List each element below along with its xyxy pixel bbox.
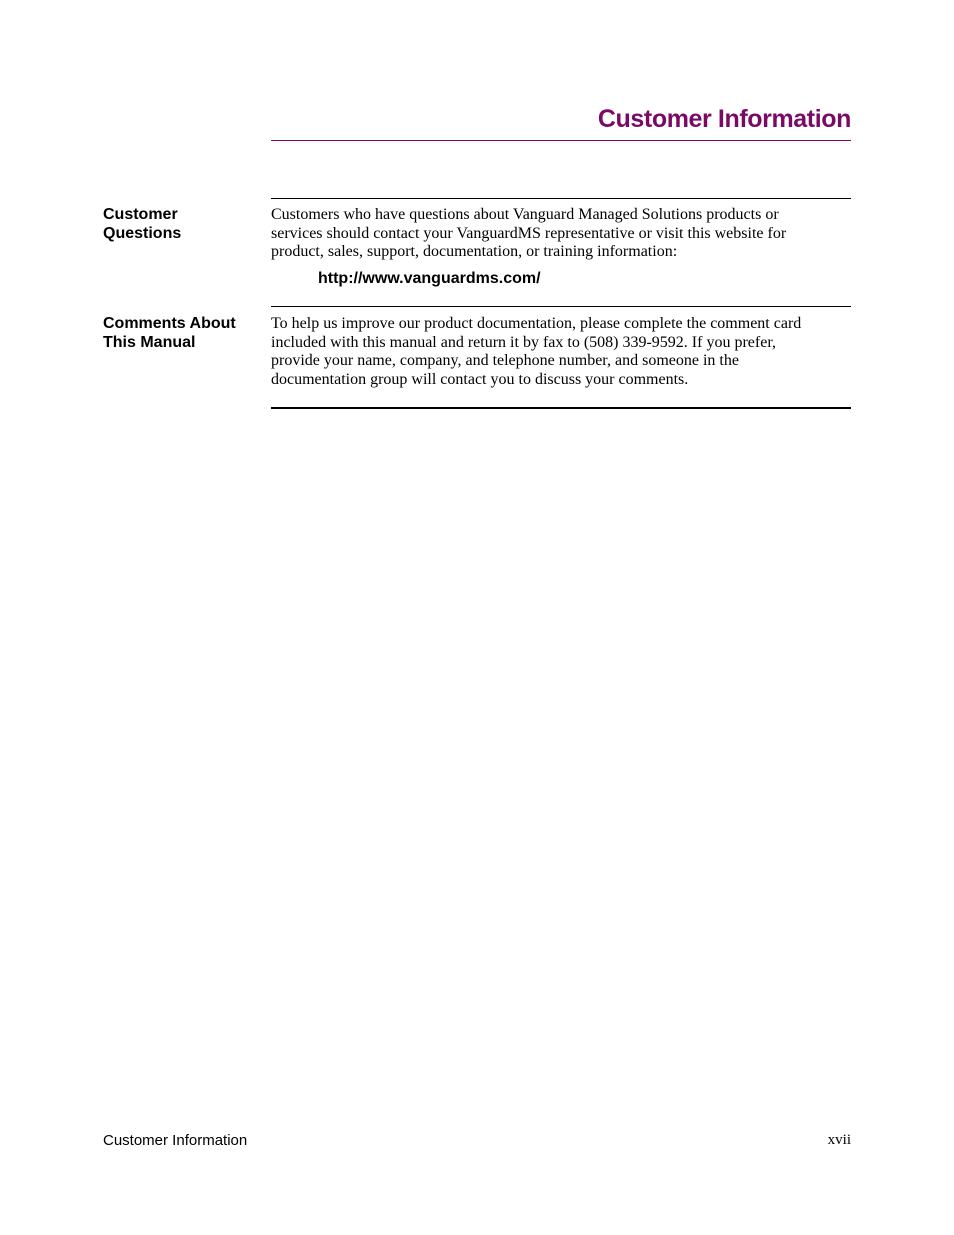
comments-heading-line-2: This Manual bbox=[103, 333, 196, 351]
comments-about-manual-heading bbox=[103, 315, 263, 352]
comments-body-line-1: To help us improve our product documentation, please complete the comment card bbox=[271, 315, 802, 332]
customer-questions-body-line-1: Customers who have questions about Vanguard Managed Solutions products or bbox=[271, 206, 779, 223]
customer-questions-body-line-2: services should contact your VanguardMS representative or visit this website for bbox=[271, 224, 787, 242]
section-divider-comments bbox=[271, 306, 851, 307]
section-end-rule bbox=[271, 407, 851, 409]
customer-questions-body bbox=[271, 206, 851, 262]
section-divider-customer-questions bbox=[271, 198, 851, 199]
comments-body-line-4: documentation group will contact you to discuss your comments. bbox=[271, 370, 689, 388]
customer-questions-body-line-3: product, sales, support, documentation, or training information: bbox=[271, 243, 678, 261]
title-rule bbox=[271, 140, 851, 141]
comments-body-line-2: included with this manual and return it by fax to (508) 339-9592. If you prefer, bbox=[271, 333, 777, 351]
comments-body-line-3: provide your name, company, and telephone number, and someone in the bbox=[271, 352, 739, 370]
comments-about-manual-body bbox=[271, 315, 851, 389]
customer-questions-heading-line-2: Questions bbox=[103, 224, 182, 242]
customer-questions-heading-line-1: Customer bbox=[103, 206, 178, 223]
footer-chapter-title: Customer Information bbox=[103, 1132, 248, 1149]
vanguardms-website-link[interactable]: http://www.vanguardms.com/ bbox=[318, 270, 541, 287]
page-title: Customer Information bbox=[597, 105, 851, 133]
footer-page-number: xvii bbox=[827, 1132, 851, 1148]
customer-questions-heading bbox=[103, 206, 263, 243]
comments-heading-line-1: Comments About bbox=[103, 315, 236, 332]
